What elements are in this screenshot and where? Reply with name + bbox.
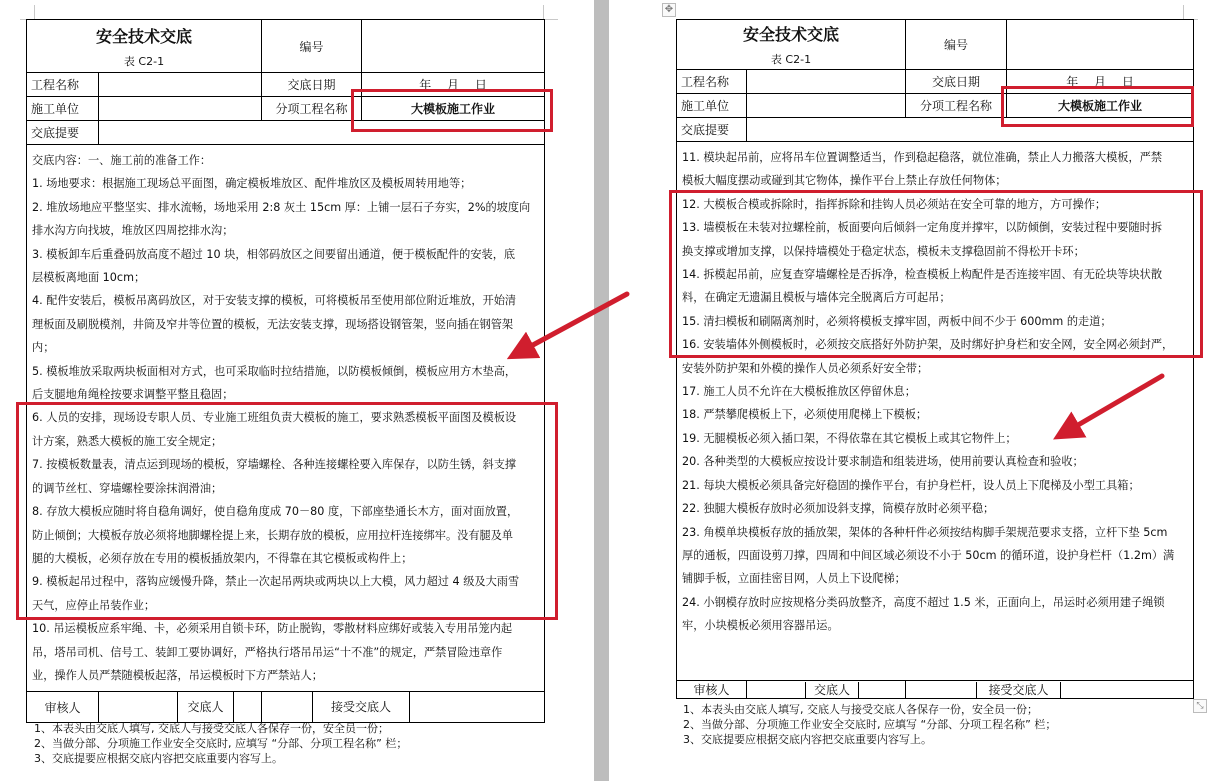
- unit-field[interactable]: [99, 97, 262, 121]
- content-line: 后支腿地角绳栓按要求调整平整且稳固；: [32, 388, 234, 402]
- content-line: 腿的大模板，必须存放在专用的模板插放架内，不得靠在其它模板或构件上；: [32, 551, 413, 565]
- receiver-label: 接受交底人: [313, 692, 410, 722]
- content-line: 21. 每块大模板必须具备完好稳固的操作平台，有护身栏杆，设人员上下爬梯及小型工具箱；: [682, 478, 1140, 492]
- discloser-field-start[interactable]: [859, 682, 905, 698]
- form-notes: [683, 702, 1056, 747]
- signature-row: [747, 681, 906, 699]
- content-line: 模板大幅度摆动或碰到其它物体，操作平台上禁止存放任何物体；: [682, 174, 1007, 188]
- content-line: 20. 各种类型的大模板应按设计要求制造和组装进场，使用前要认真检查和验收；: [682, 455, 1084, 469]
- number-label: 编号: [906, 20, 1007, 70]
- unit-label: 施工单位: [677, 94, 747, 118]
- content-line: 17. 施工人员不允许在大模板推放区停留休息；: [682, 385, 916, 399]
- date-field[interactable]: 年 月 日: [1007, 70, 1194, 94]
- content-line: 防止倾倒；大模板存放必须将地脚螺栓提上来，长期存放的模板，应用拉杆连接绑牢。没有腿及单: [32, 528, 514, 542]
- note-line: 1、本表头由交底人填写, 交底人与接受交底人各保存一份，安全员一份；: [34, 722, 389, 735]
- project-name-label: 工程名称: [27, 73, 99, 97]
- content-line: 厚的通板，四面设剪刀撑，四周和中间区域必须设不小于 50cm 的循环道，设护身栏杆（1.2m）满: [682, 548, 1175, 562]
- form-title: 安全技术交底: [96, 26, 193, 46]
- content-line: 8. 存放大模板应随时将自稳角调好，使自稳角度成 70－80 度，下部座垫通长木方，面对面放置，: [32, 505, 519, 519]
- content-line: 1. 场地要求：根据施工现场总平面图，确定模板堆放区、配件堆放区及模板周转用地等；: [32, 177, 472, 191]
- content-line: 13. 墙模板在未装对拉螺栓前，板面要向后倾斜一定角度并撑牢，以防倾倒，安装过程中要随时拆: [682, 221, 1163, 235]
- content-line: 换支撑或增加支撑，以保持墙模处于稳定状态，模板未支撑稳固前不得松开卡环；: [682, 244, 1085, 258]
- highlight-box-items-12-16: [669, 190, 1203, 358]
- content-line: 18. 严禁攀爬模板上下，必须使用爬梯上下模板；: [682, 408, 928, 422]
- content-line: 2. 堆放场地应平整坚实、排水流畅，场地采用 2:8 灰土 15cm 厚：上铺一层石子夯实，2%的坡度向: [32, 200, 531, 214]
- date-field[interactable]: 年 月 日: [362, 73, 545, 97]
- content-line: 内；: [32, 341, 55, 355]
- reviewer-field[interactable]: [99, 692, 178, 722]
- content-line: 10. 吊运模板应系牢绳、卡，必须采用自锁卡环，防止脱钩，零散材料应绑好或装入专用吊笼内起: [32, 622, 513, 636]
- content-line: 交底内容：一、施工前的准备工作：: [32, 154, 212, 167]
- unit-label: 施工单位: [27, 97, 99, 121]
- form-title-cell: [27, 20, 262, 73]
- content-line: 天气，应停止吊装作业；: [32, 598, 156, 612]
- content-line: 24. 小钢模存放时应按规格分类码放整齐，高度不超过 1.5 米，正面向上，吊运时必须用建子绳锁: [682, 595, 1165, 609]
- receiver-field[interactable]: [410, 692, 544, 722]
- content-line: 业，操作人员严禁随模板起落，吊运模板时下方严禁站人；: [32, 668, 323, 682]
- reviewer-label: 审核人: [677, 681, 747, 699]
- content-line: 理板面及刷脱模剂，井筒及窄井等位置的模板，无法安装支撑，现场搭设钢管架，竖向插在钢管架: [32, 317, 514, 331]
- form-code: 表 C2-1: [123, 54, 165, 68]
- content-line: 19. 无腿模板必须入插口架，不得依靠在其它模板上或其它物件上；: [682, 431, 1017, 445]
- form-title: 安全技术交底: [743, 25, 840, 44]
- content-line: 的调节丝杠、穿墙螺栓要涂抹润滑油；: [32, 481, 223, 495]
- note-line: 2、当做分部、分项施工作业安全交底时, 应填写 “分部、分项工程名称” 栏；: [34, 737, 408, 750]
- document-page-right: [609, 0, 1219, 781]
- crop-mark-top-right-2: [1183, 5, 1198, 20]
- form-code: 表 C2-1: [770, 53, 812, 66]
- discloser-field[interactable]: [906, 682, 977, 698]
- discloser-field[interactable]: [262, 692, 313, 722]
- form-notes: [34, 721, 407, 766]
- reviewer-label: 审核人: [27, 692, 99, 723]
- date-label: 交底日期: [262, 73, 362, 97]
- crop-mark-top-right: [543, 5, 558, 20]
- content-line: 9. 模板起吊过程中，落钩应缓慢升降，禁止一次起吊两块或两块以上大模，风力超过 4 级及大雨雪: [32, 575, 520, 589]
- discloser-label: 交底人: [178, 692, 234, 722]
- content-line: 3. 模板卸车后重叠码放高度不超过 10 块，相邻码放区之间要留出通道，便于模板配件的安装，底: [32, 247, 516, 261]
- unit-field[interactable]: [747, 94, 906, 118]
- highlight-box-subproject-left: [351, 89, 553, 132]
- project-name-field[interactable]: [747, 70, 906, 94]
- content-line: 14. 拆模起吊前，应复查穿墙螺栓是否拆净，检查模板上构配件是否连接牢固、有无砼块等块状散: [682, 268, 1163, 282]
- number-field[interactable]: [362, 20, 545, 73]
- content-line: 层模板离地面 10cm；: [32, 271, 146, 285]
- content-line: 牢，小块模板必须用容器吊运。: [682, 619, 839, 633]
- content-line: 排水沟方向找坡，堆放区四周挖排水沟；: [32, 224, 234, 238]
- content-line: 7. 按模板数量表，清点运到现场的模板，穿墙螺栓、各种连接螺栓要入库保存，以防生锈，斜支撑: [32, 458, 517, 472]
- crop-mark-top-left: [20, 5, 35, 20]
- content-line: 6. 人员的安排，现场设专职人员、专业施工班组负责大模板的施工，要求熟悉模板平面图及模板设: [32, 411, 517, 425]
- content-line: 5. 模板堆放采取两块板面相对方式，也可采取临时拉结措施，以防模板倾倒，模板应用方木垫高，: [32, 364, 517, 378]
- content-line: 料，在确定无遗漏且模板与墙体完全脱离后方可起吊；: [682, 291, 951, 305]
- table-resize-handle-icon[interactable]: ⤡: [1193, 699, 1207, 713]
- discloser-label: 交底人: [806, 682, 859, 698]
- project-name-label: 工程名称: [677, 70, 747, 94]
- note-line: 3、交底提要应根据交底内容把交底重要内容写上。: [683, 733, 932, 746]
- date-label: 交底日期: [906, 70, 1007, 94]
- subproject-field[interactable]: 大模板施工作业: [362, 97, 545, 121]
- subproject-label: 分项工程名称: [262, 97, 362, 121]
- receiver-cell: [906, 681, 1194, 699]
- summary-label: 交底提要: [677, 118, 747, 142]
- content-line: 12. 大模板合模或拆除时，指挥拆除和挂钩人员必须站在安全可靠的地方，方可操作；: [682, 197, 1107, 211]
- signature-row: [99, 692, 262, 723]
- highlight-box-items-6-9: [16, 402, 558, 620]
- note-line: 1、本表头由交底人填写, 交底人与接受交底人各保存一份，安全员一份；: [683, 703, 1038, 716]
- content-line: 23. 角模单块模板存放的插放架，架体的各种杆件必须按结构脚手架规范要求支搭，立杆下垫 5cm: [682, 525, 1168, 539]
- content-line: 安装外防护架和外模的操作人员必须系好安全带；: [682, 361, 929, 375]
- form-title-cell: [677, 20, 906, 70]
- document-page-left: [0, 0, 594, 781]
- receiver-label: 接受交底人: [977, 682, 1061, 698]
- discloser-field-start[interactable]: [234, 692, 261, 722]
- content-line: 计方案，熟悉大模板的施工安全规定；: [32, 434, 223, 448]
- reviewer-field[interactable]: [747, 682, 806, 698]
- content-line: 吊，塔吊司机、信号工、装卸工要协调好，严格执行塔吊吊运“十不准”的规定，严禁冒险违章作: [32, 645, 503, 659]
- number-label: 编号: [262, 20, 362, 73]
- content-line: 11. 模块起吊前，应将吊车位置调整适当，作到稳起稳落，就位准确，禁止人力搬落大模板，严禁: [682, 151, 1163, 164]
- content-line: 铺脚手板，立面挂密目网，人员上下设爬梯；: [682, 572, 906, 586]
- receiver-cell: [262, 692, 545, 723]
- note-line: 2、当做分部、分项施工作业安全交底时, 应填写 “分部、分项工程名称” 栏；: [683, 718, 1057, 731]
- receiver-field[interactable]: [1061, 682, 1193, 698]
- summary-label: 交底提要: [27, 121, 99, 145]
- note-line: 3、交底提要应根据交底内容把交底重要内容写上。: [34, 752, 283, 765]
- subproject-label: 分项工程名称: [906, 94, 1007, 118]
- number-field[interactable]: [1007, 20, 1194, 70]
- content-line: 15. 清扫模板和刷隔离剂时，必须将模板支撑牢固，两板中间不少于 600mm 的走道；: [682, 314, 1112, 328]
- content-line: 4. 配件安装后，模板吊离码放区，对于安装支撑的模板，可将模板吊至使用部位附近堆放，开始清: [32, 294, 517, 308]
- content-line: 22. 独腿大模板存放时必须加设斜支撑，筒模存放时必须平稳；: [682, 502, 995, 516]
- highlight-box-subproject-right: [1001, 86, 1194, 127]
- page-divider: [594, 0, 609, 781]
- table-move-handle-icon[interactable]: ✥: [662, 3, 676, 17]
- project-name-field[interactable]: [99, 73, 262, 97]
- subproject-field[interactable]: 大模板施工作业: [1007, 94, 1194, 118]
- content-line: 16. 安装墙体外侧模板时，必须按交底搭好外防护架，及时绑好护身栏和安全网，安全网必须封严，: [682, 338, 1174, 352]
